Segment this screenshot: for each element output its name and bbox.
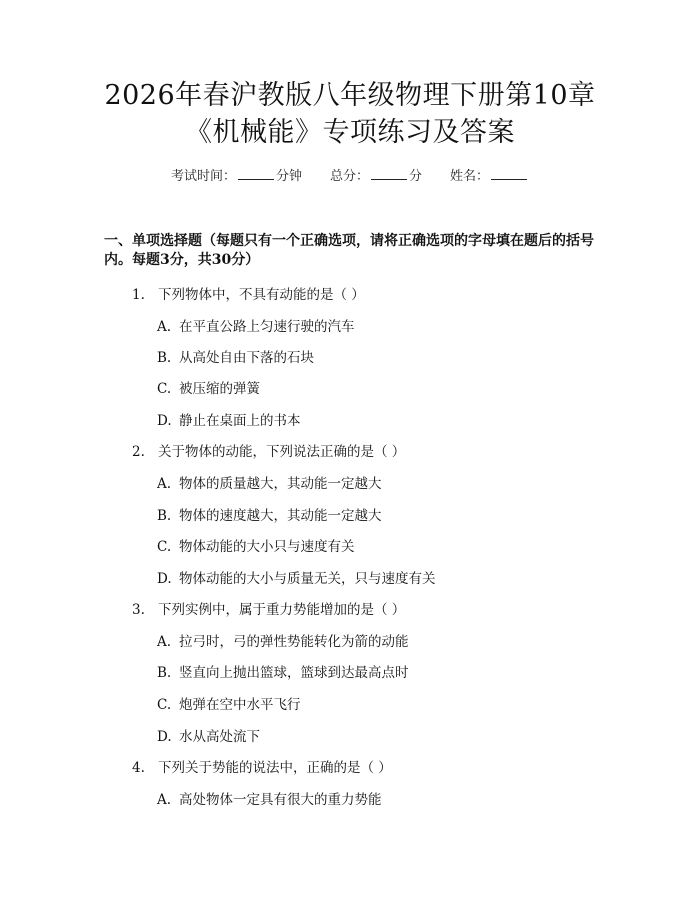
exam-time-label: 考试时间：	[170, 169, 236, 184]
option-letter: D.	[157, 571, 172, 587]
answer-option	[157, 728, 260, 746]
answer-option	[157, 791, 382, 809]
option-text: 物体的速度越大，其动能一定越大	[179, 508, 382, 524]
question-text: 下列关于势能的说法中，正确的是（ ）	[158, 760, 392, 776]
document-title-line2: 《机械能》专项练习及答案	[185, 117, 515, 148]
exam-time-unit: 分钟	[275, 169, 302, 184]
option-letter: B.	[157, 508, 172, 524]
document-title-line1: 2026年春沪教版八年级物理下册第10章	[104, 80, 596, 111]
answer-option	[157, 538, 355, 556]
exam-score-unit: 分	[409, 169, 423, 184]
option-text: 物体的质量越大，其动能一定越大	[179, 476, 382, 492]
option-text: 物体动能的大小只与速度有关	[179, 539, 355, 555]
question-text: 下列物体中，不具有动能的是（ ）	[158, 287, 365, 303]
option-letter: A.	[157, 319, 172, 335]
option-text: 物体动能的大小与质量无关，只与速度有关	[179, 571, 436, 587]
question-text: 下列实例中，属于重力势能增加的是（ ）	[158, 602, 406, 618]
option-text: 拉弓时，弓的弹性势能转化为箭的动能	[179, 634, 409, 650]
answer-option	[157, 570, 436, 588]
option-text: 静止在桌面上的书本	[179, 413, 301, 429]
option-letter: C.	[157, 539, 172, 555]
question-number: 4.	[132, 760, 145, 776]
option-letter: A.	[157, 476, 172, 492]
answer-option	[157, 633, 409, 651]
exam-score-field	[330, 168, 422, 186]
option-letter: C.	[157, 381, 172, 397]
exam-name-field	[450, 168, 529, 186]
option-text: 被压缩的弹簧	[179, 381, 260, 397]
answer-option	[157, 696, 301, 714]
exam-name-blank	[491, 169, 527, 180]
answer-option	[157, 380, 260, 398]
question-text: 关于物体的动能，下列说法正确的是（ ）	[158, 444, 406, 460]
question-number: 3.	[132, 602, 145, 618]
exam-name-label: 姓名：	[450, 169, 490, 184]
option-letter: A.	[157, 634, 172, 650]
option-text: 炮弹在空中水平飞行	[179, 697, 301, 713]
answer-option	[157, 349, 314, 367]
question-number: 1.	[132, 287, 145, 303]
section-heading-line2: 内。每题3分，共30分）	[104, 252, 260, 268]
question-item	[132, 443, 405, 461]
question-item	[132, 601, 405, 619]
answer-option	[157, 318, 355, 336]
exam-time-blank	[238, 169, 274, 180]
option-text: 水从高处流下	[179, 729, 260, 745]
question-item	[132, 286, 365, 304]
option-text: 高处物体一定具有很大的重力势能	[179, 792, 382, 808]
answer-option	[157, 664, 409, 682]
option-letter: B.	[157, 350, 172, 366]
option-letter: A.	[157, 792, 172, 808]
option-letter: B.	[157, 665, 172, 681]
option-text: 竖直向上抛出篮球，篮球到达最高点时	[179, 665, 409, 681]
section-heading	[104, 232, 604, 270]
option-letter: D.	[157, 729, 172, 745]
section-heading-line1: 一、单项选择题（每题只有一个正确选项，请将正确选项的字母填在题后的括号	[104, 233, 594, 249]
answer-option	[157, 475, 382, 493]
question-item	[132, 759, 392, 777]
exam-score-label: 总分：	[329, 169, 369, 184]
exam-score-blank	[371, 169, 407, 180]
question-number: 2.	[132, 444, 145, 460]
answer-option	[157, 507, 382, 525]
option-letter: D.	[157, 413, 172, 429]
exam-info-line	[0, 168, 700, 186]
option-letter: C.	[157, 697, 172, 713]
option-text: 从高处自由下落的石块	[179, 350, 314, 366]
answer-option	[157, 412, 301, 430]
option-text: 在平直公路上匀速行驶的汽车	[179, 319, 355, 335]
exam-time-field	[171, 168, 302, 186]
